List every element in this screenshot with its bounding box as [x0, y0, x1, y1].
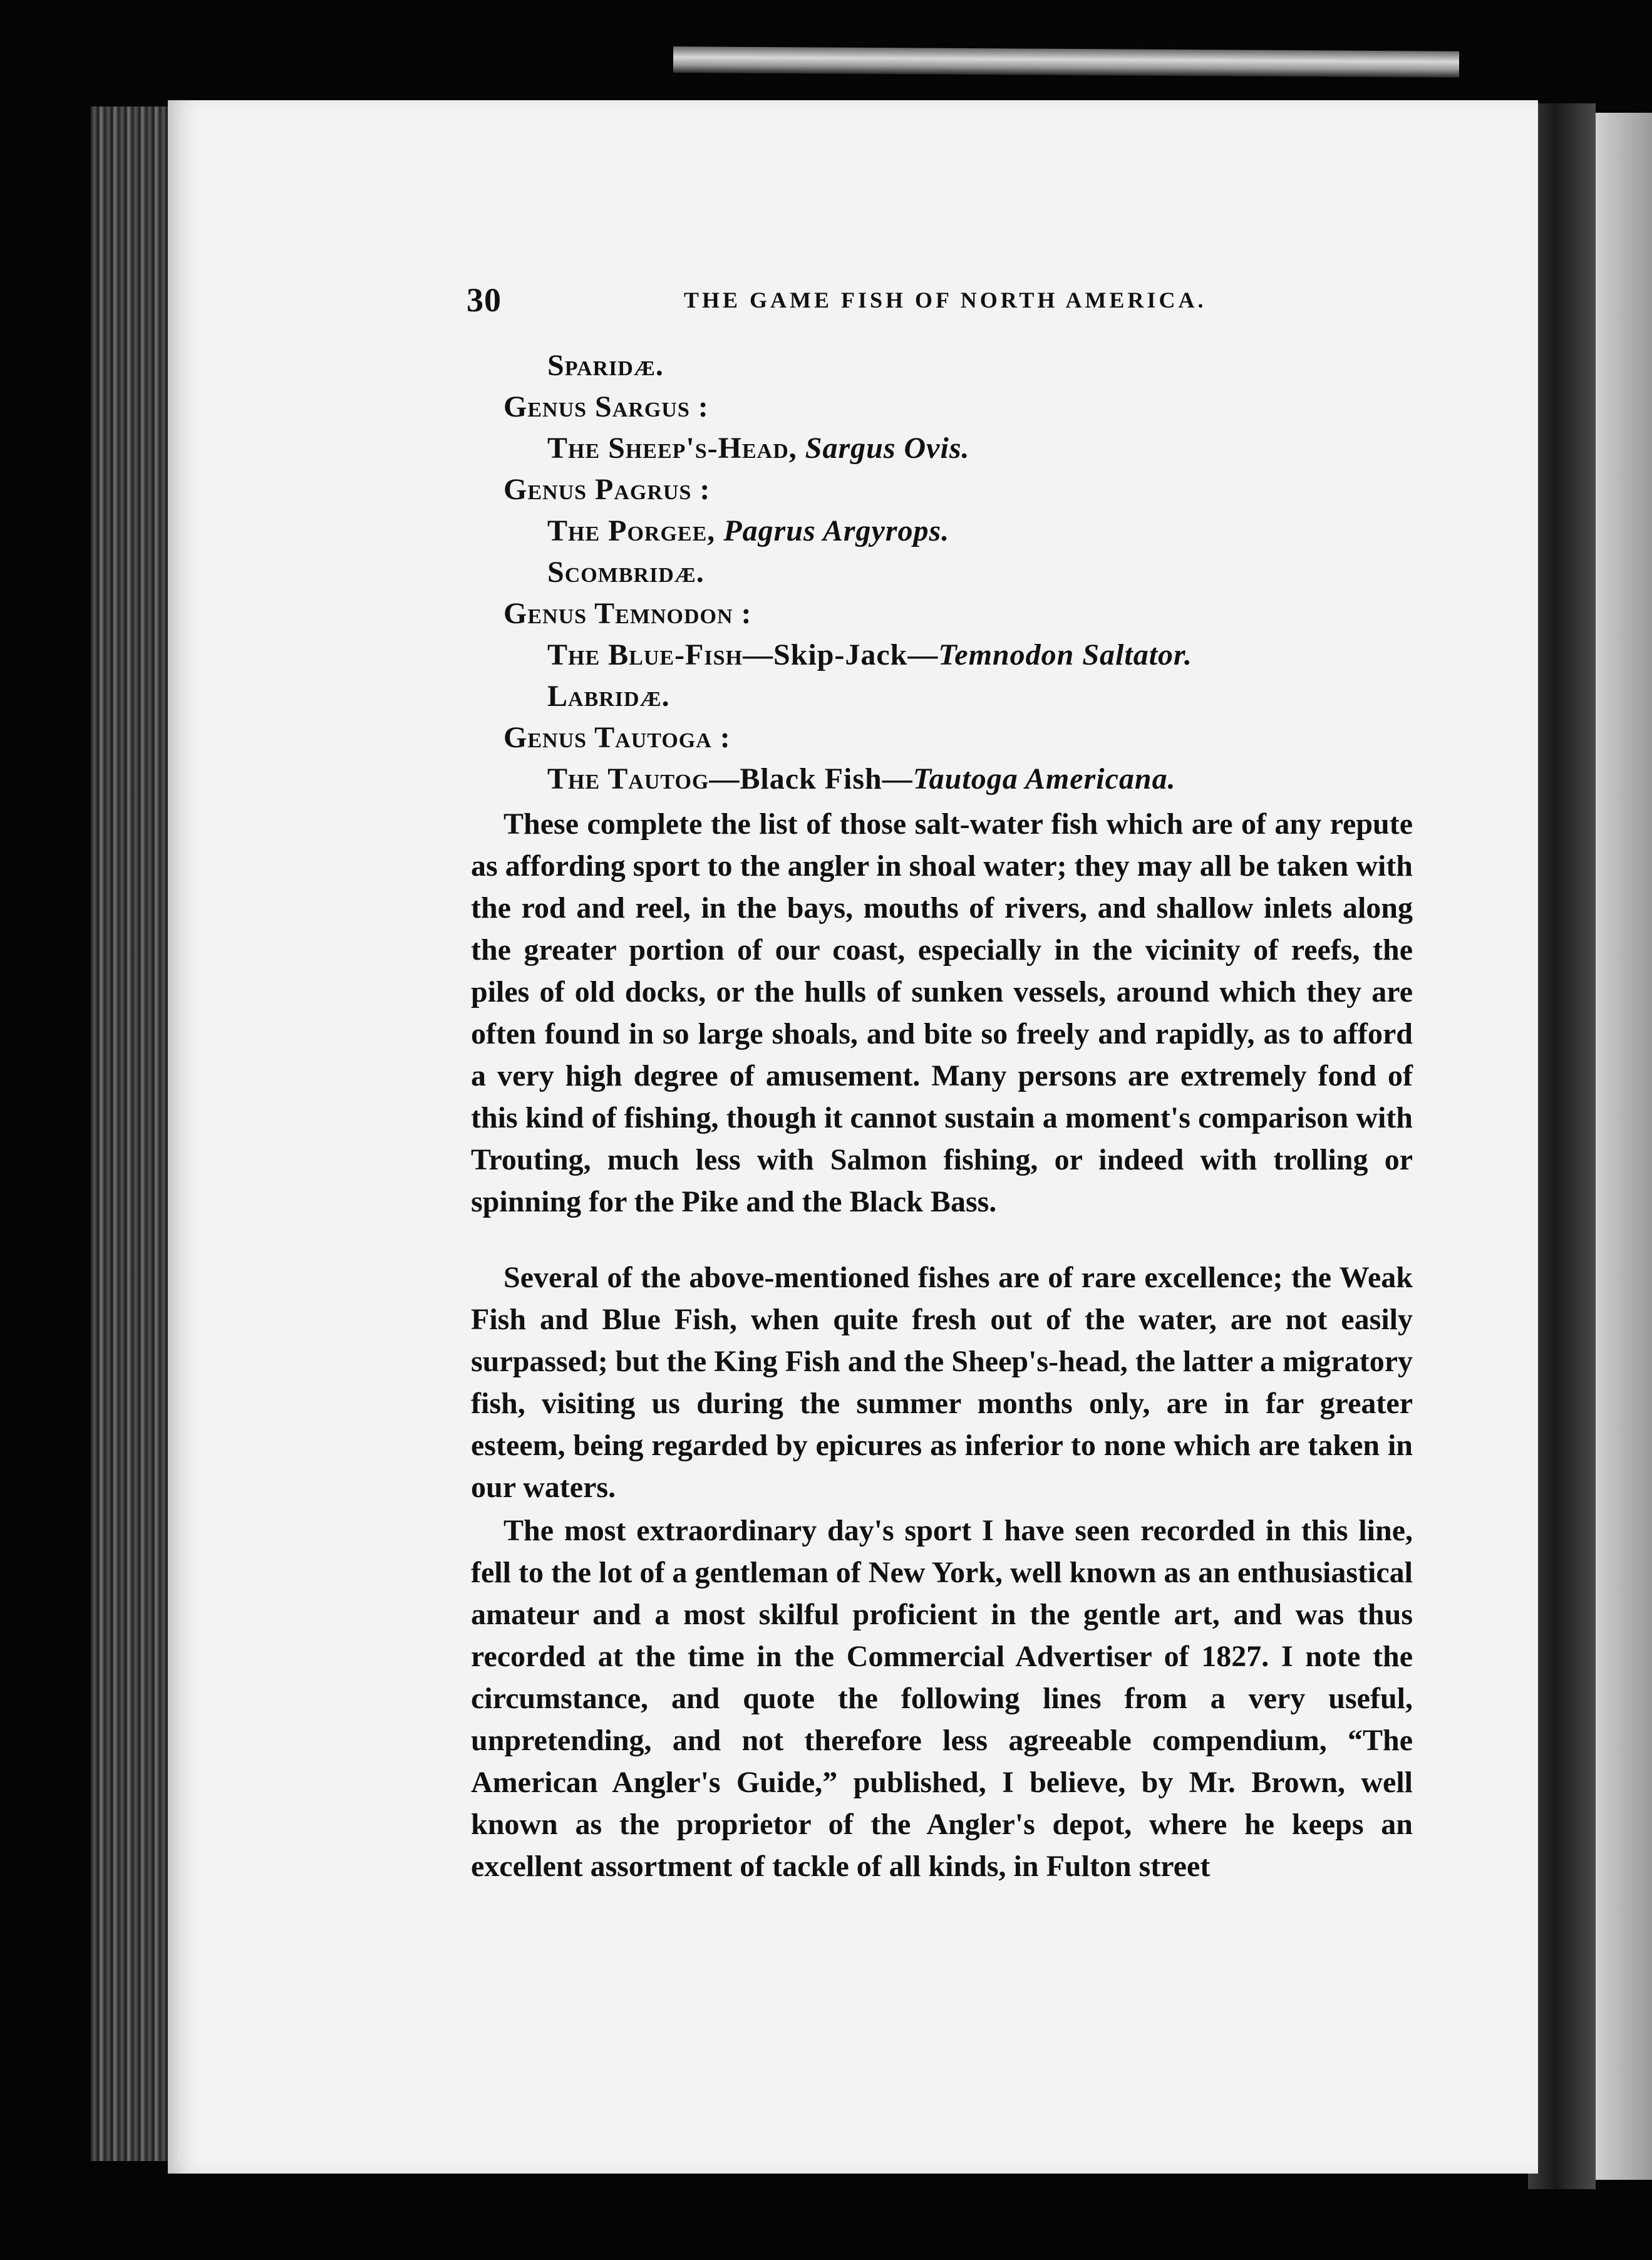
- species-line: [547, 431, 970, 465]
- running-head: [0, 281, 1652, 324]
- family-name: Sparidæ.: [547, 349, 664, 382]
- family-name: Labridæ.: [547, 680, 670, 713]
- species-latin-name: Sargus Ovis.: [805, 432, 970, 465]
- facing-page-edge: [1587, 113, 1652, 2180]
- species-latin-name: Pagrus Argyrops.: [723, 514, 950, 547]
- body-paragraph: The most extraordinary day's sport I have seen recorded in this line, fell to the lot of a gentleman of New York, well known as an enthusiastical amateur and a most skilful proficient in the gentle art, and was thus recorded at the time in the Commercial Advertiser of 1827. I note the circumstance, and quote the following lines from a very useful, unpretending, and not therefore less agreeable compendium, “The American Angler's Guide,” published, I believe, by Mr. Brown, well known as the proprietor of the Angler's depot, where he keeps an excellent assortment of tackle of all kinds, in Fulton street: [471, 1514, 1413, 1883]
- species-alt-name: —Skip-Jack—: [742, 638, 939, 671]
- genus-line: [503, 596, 752, 631]
- species-alt-name: —Black Fish—: [709, 762, 913, 796]
- species-latin-name: Temnodon Saltator.: [938, 638, 1193, 671]
- species-line: [547, 514, 949, 548]
- genus-name: Genus Sargus :: [503, 390, 709, 423]
- family-line: [547, 679, 670, 713]
- body-paragraph: These complete the list of those salt-water fish which are of any repute as affording sport to the angler in shoal water; they may all be taken with the rod and reel, in the bays, mouths of rivers, and shallow inlets along the greater portion of our coast, especially in the vicinity of reefs, the piles of old docks, or the hulls of sunken vessels, around which they are often found in so large shoals, and bite so freely and rapidly, as to afford a very high degree of amusement. Many persons are extremely fond of this kind of fishing, though it cannot sustain a moment's comparison with Trouting, much less with Salmon fishing, or indeed with trolling or spinning for the Pike and the Black Bass.: [471, 807, 1413, 1218]
- running-title: THE GAME FISH OF NORTH AMERICA.: [684, 288, 1207, 313]
- scan-top-strip: [673, 46, 1459, 78]
- family-line: [547, 555, 705, 589]
- genus-line: [503, 472, 710, 507]
- species-common-name: The Tautog: [547, 762, 710, 796]
- genus-name: Genus Pagrus :: [503, 473, 711, 506]
- page-number: 30: [467, 281, 502, 319]
- book-gutter-right: [1528, 103, 1596, 2189]
- book-page-edges-left: [91, 106, 178, 2161]
- genus-name: Genus Tautoga :: [503, 721, 731, 754]
- species-line: [547, 638, 1192, 672]
- family-line: [547, 348, 664, 383]
- species-common-name: The Blue-Fish: [547, 638, 743, 671]
- genus-name: Genus Temnodon :: [503, 597, 752, 630]
- species-common-name: The Porgee,: [547, 514, 724, 547]
- family-name: Scombridæ.: [547, 556, 705, 589]
- genus-line: [503, 720, 731, 755]
- body-paragraph: Several of the above-mentioned fishes are of rare excellence; the Weak Fish and Blue Fish, when quite fresh out of the water, are not easily surpassed; but the King Fish and the Sheep's-head, the latter a migratory fish, visiting us during the summer months only, are in far greater esteem, being regarded by epicures as inferior to none which are taken in our waters.: [471, 1261, 1413, 1504]
- genus-line: [503, 390, 709, 424]
- species-common-name: The Sheep's-Head,: [547, 432, 805, 465]
- species-latin-name: Tautoga Americana.: [912, 762, 1176, 796]
- species-line: [547, 762, 1176, 796]
